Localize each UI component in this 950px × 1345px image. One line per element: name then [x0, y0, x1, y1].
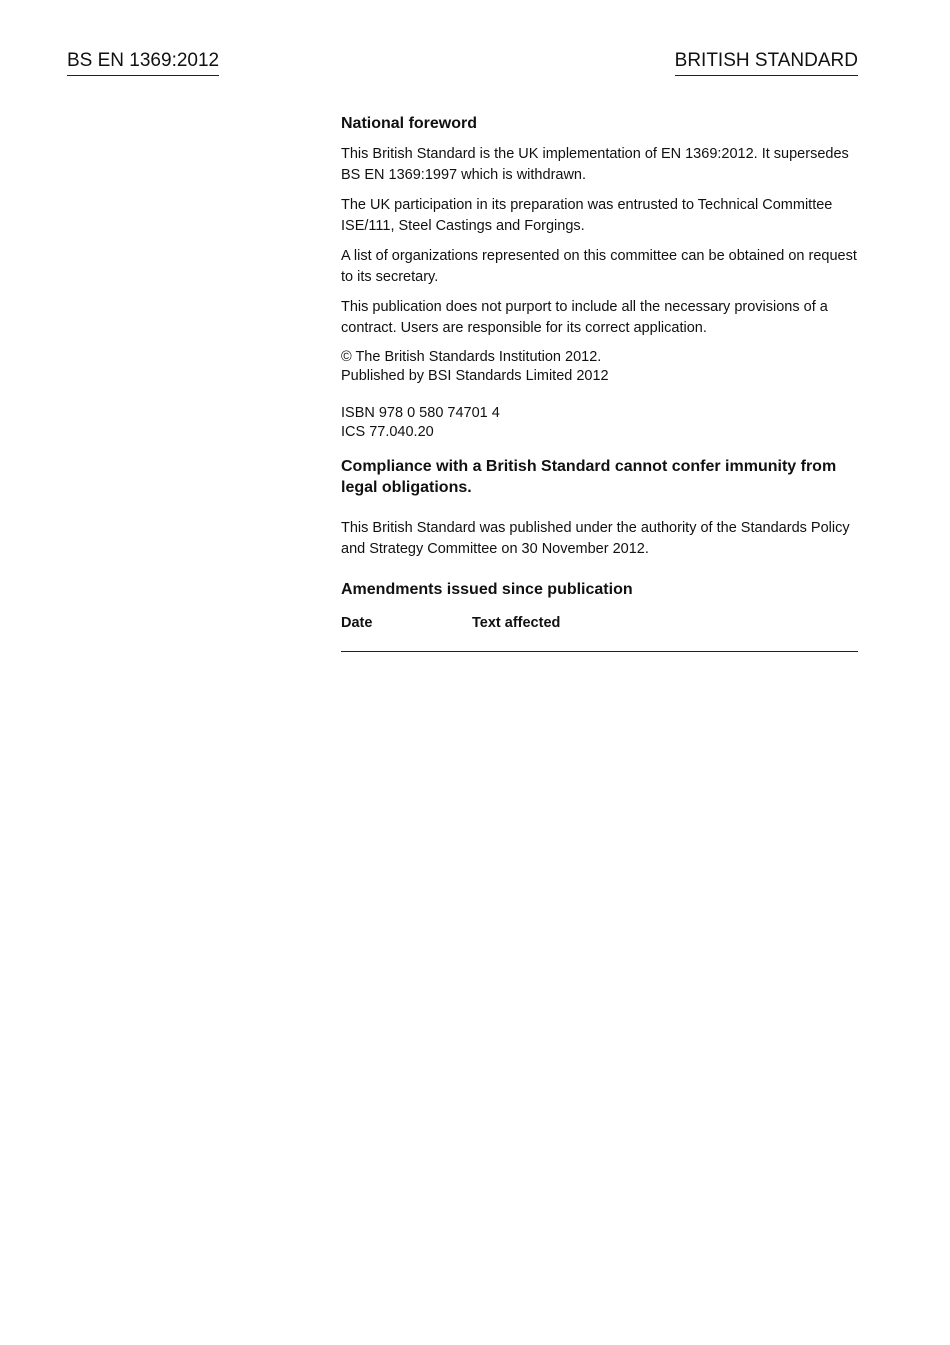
identifier-block — [341, 404, 858, 442]
foreword-title: National foreword — [341, 115, 478, 132]
compliance-statement: Compliance with a British Standard cannot confer immunity from legal obligations. — [341, 458, 837, 496]
amendments-title: Amendments issued since publication — [341, 581, 633, 598]
authority-statement: This British Standard was published under the authority of the Standards Policy and Strategy Committee on 30 November 2012. — [341, 520, 850, 557]
amendments-table-header — [341, 613, 858, 633]
national-foreword-section — [341, 113, 858, 652]
foreword-paragraph-committee: The UK participation in its preparation was entrusted to Technical Committee ISE/111, Steel Castings and Forgings. — [341, 197, 833, 234]
foreword-paragraph-implementation: This British Standard is the UK implementation of EN 1369:2012. It supersedes BS EN 1369:1997 which is withdrawn. — [341, 146, 849, 183]
isbn-line: ISBN 978 0 580 74701 4 — [341, 405, 500, 421]
amendments-text-column: Text affected — [472, 615, 561, 631]
document-number: BS EN 1369:2012 — [67, 48, 219, 76]
ics-line: ICS 77.040.20 — [341, 424, 434, 440]
foreword-paragraph-organizations: A list of organizations represented on this committee can be obtained on request to its secretary. — [341, 248, 857, 285]
publisher-line: Published by BSI Standards Limited 2012 — [341, 368, 609, 384]
amendments-table-rule — [341, 651, 858, 652]
foreword-paragraph-provisions: This publication does not purport to include all the necessary provisions of a contract. Users are responsible for its correct application. — [341, 299, 828, 336]
copyright-block — [341, 348, 858, 386]
amendments-date-column: Date — [341, 615, 373, 631]
copyright-line: © The British Standards Institution 2012. — [341, 349, 602, 365]
standard-type-label: BRITISH STANDARD — [675, 48, 858, 76]
